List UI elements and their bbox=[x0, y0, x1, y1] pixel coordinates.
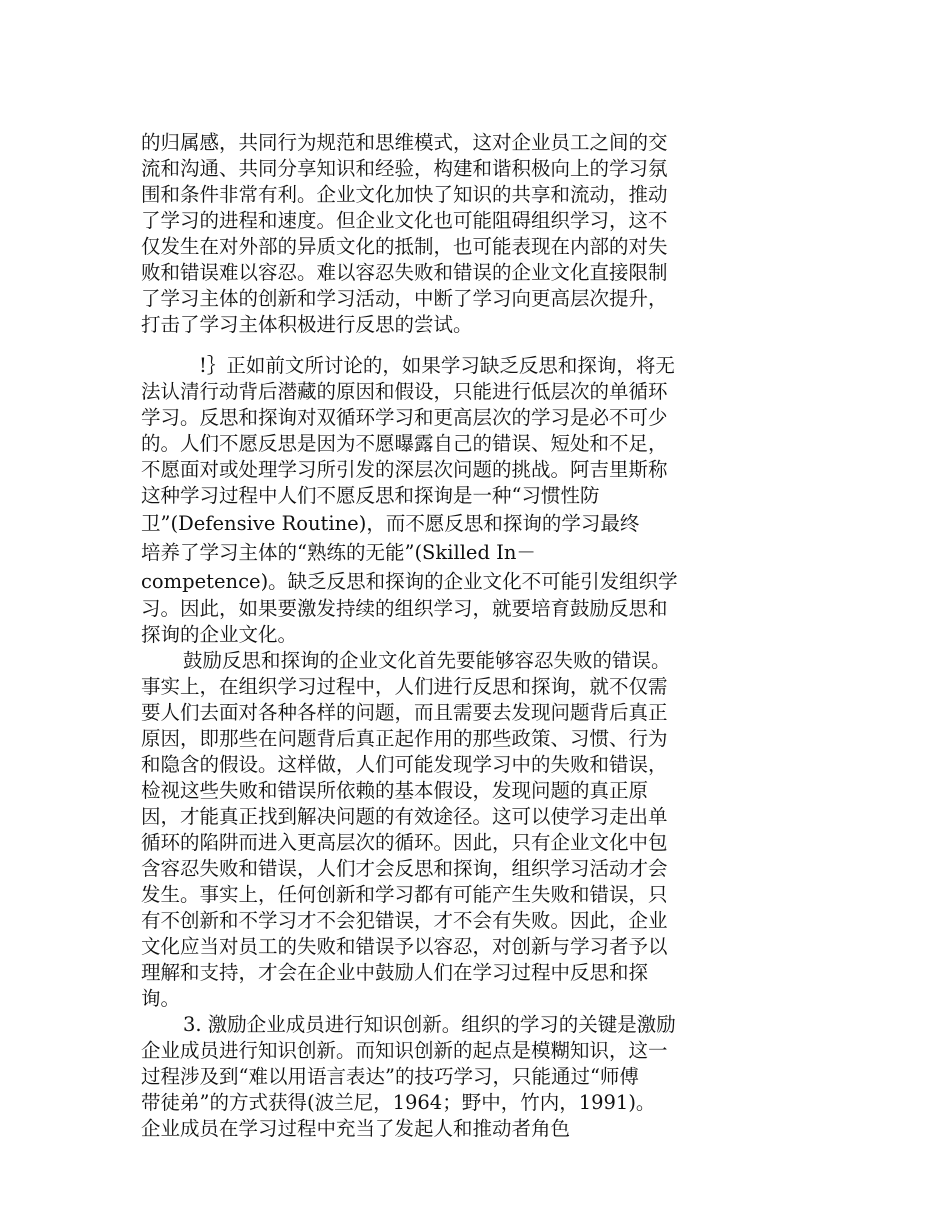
text-line: 鼓励反思和探询的企业文化首先要能够容忍失败的错误。 bbox=[183, 649, 671, 672]
text-line: 的归属感，共同行为规范和思维模式，这对企业员工之间的交 bbox=[141, 131, 668, 154]
text-line: 败和错误难以容忍。难以容忍失败和错误的企业文化直接限制 bbox=[141, 261, 668, 284]
text-line: 发生。事实上，任何创新和学习都有可能产生失败和错误，只 bbox=[141, 883, 668, 906]
text-line: 原因，即那些在问题背后真正起作用的那些政策、习惯、行为 bbox=[141, 727, 668, 750]
text-line: 培养了学习主体的“熟练的无能”(Skilled In－ bbox=[141, 541, 536, 564]
text-line: 理解和支持，才会在企业中鼓励人们在学习过程中反思和探 bbox=[141, 961, 649, 984]
text-line: 了学习的进程和速度。但企业文化也可能阻碍组织学习，这不 bbox=[141, 209, 668, 232]
text-line: 检视这些失败和错误所依赖的基本假设，发现问题的真正原 bbox=[141, 779, 649, 802]
text-line: 打击了学习主体积极进行反思的尝试。 bbox=[141, 313, 473, 336]
text-line: 含容忍失败和错误，人们才会反思和探询，组织学习活动才会 bbox=[141, 857, 668, 880]
text-line: 3. 激励企业成员进行知识创新。组织的学习的关键是激励 bbox=[183, 1013, 676, 1036]
text-line: 带徒弟”的方式获得(波兰尼，1964；野中，竹内，1991)。 bbox=[141, 1091, 656, 1114]
text-line: 询。 bbox=[141, 987, 181, 1010]
text-line: 和隐含的假设。这样做，人们可能发现学习中的失败和错误， bbox=[141, 753, 668, 776]
text-line: 学习。反思和探询对双循环学习和更高层次的学习是必不可少 bbox=[141, 406, 668, 429]
text-line: !｝正如前文所讨论的，如果学习缺乏反思和探询，将无 bbox=[199, 354, 675, 377]
text-line: 围和条件非常有利。企业文化加快了知识的共享和流动，推动 bbox=[141, 183, 668, 206]
text-line: 不愿面对或处理学习所引发的深层次问题的挑战。阿吉里斯称 bbox=[141, 458, 668, 481]
text-line: 的。人们不愿反思是因为不愿曝露自己的错误、短处和不足， bbox=[141, 432, 668, 455]
text-line: 习。因此，如果要激发持续的组织学习，就要培育鼓励反思和 bbox=[141, 597, 668, 620]
text-line: 了学习主体的创新和学习活动，中断了学习向更高层次提升， bbox=[141, 287, 668, 310]
text-line: 仅发生在对外部的异质文化的抵制，也可能表现在内部的对失 bbox=[141, 235, 668, 258]
text-line: 事实上，在组织学习过程中，人们进行反思和探询，就不仅需 bbox=[141, 675, 668, 698]
text-line: 流和沟通、共同分享知识和经验，构建和谐积极向上的学习氛 bbox=[141, 157, 668, 180]
text-line: 因，才能真正找到解决问题的有效途径。这可以使学习走出单 bbox=[141, 805, 668, 828]
text-line: competence)。缺乏反思和探询的企业文化不可能引发组织学 bbox=[141, 570, 678, 593]
text-line: 卫”(Defensive Routine)，而不愿反思和探询的学习最终 bbox=[141, 512, 640, 535]
text-line: 法认清行动背后潜藏的原因和假设，只能进行低层次的单循环 bbox=[141, 380, 668, 403]
text-line: 企业成员在学习过程中充当了发起人和推动者角色 bbox=[141, 1117, 571, 1140]
text-line: 有不创新和不学习才不会犯错误，才不会有失败。因此，企业 bbox=[141, 909, 668, 932]
text-line: 探询的企业文化。 bbox=[141, 623, 298, 646]
text-line: 文化应当对员工的失败和错误予以容忍，对创新与学习者予以 bbox=[141, 935, 668, 958]
text-line: 要人们去面对各种各样的问题，而且需要去发现问题背后真正 bbox=[141, 701, 668, 724]
text-line: 这种学习过程中人们不愿反思和探询是一种“习惯性防 bbox=[141, 484, 600, 507]
text-line: 过程涉及到“难以用语言表达”的技巧学习，只能通过“师傅 bbox=[141, 1065, 639, 1088]
text-line: 企业成员进行知识创新。而知识创新的起点是模糊知识，这一 bbox=[141, 1039, 668, 1062]
text-line: 循环的陷阱而进入更高层次的循环。因此，只有企业文化中包 bbox=[141, 831, 668, 854]
